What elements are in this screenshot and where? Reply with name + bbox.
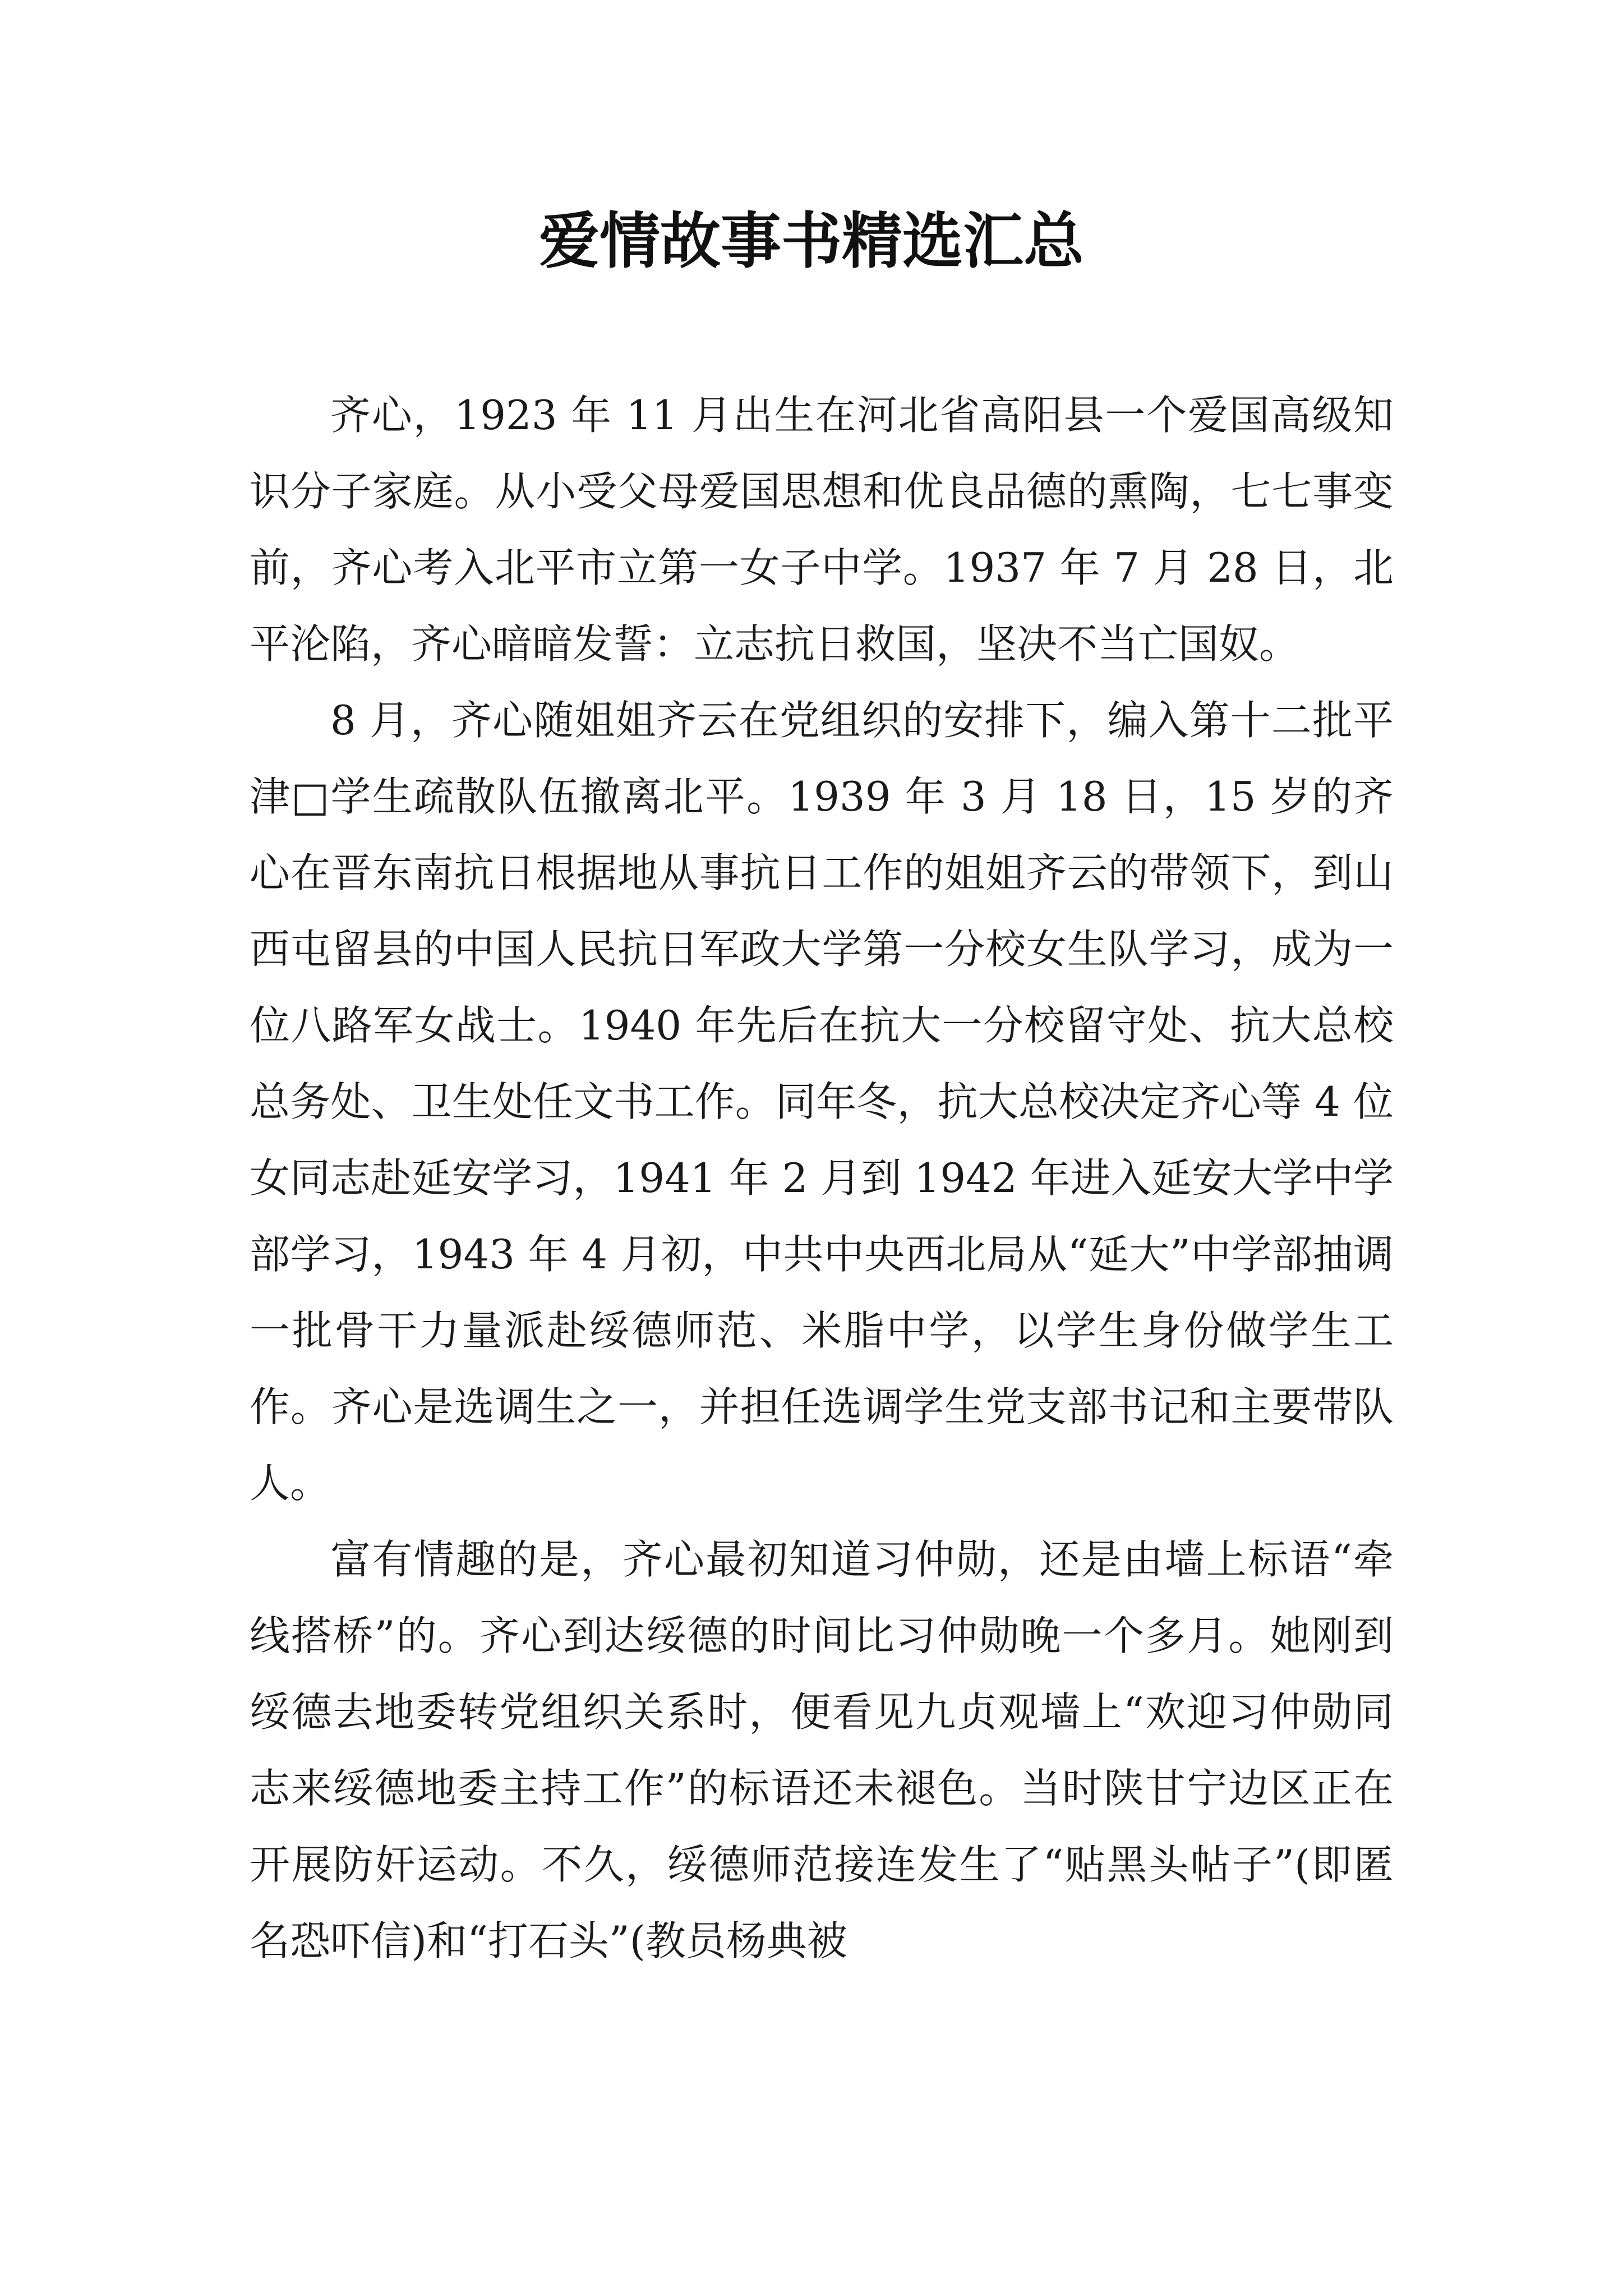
document-body (250, 377, 1394, 1979)
paragraph: 齐心，1923 年 11 月出生在河北省高阳县一个爱国高级知识分子家庭。从小受父母爱国思想和优良品德的熏陶，七七事变前，齐心考入北平市立第一女子中学。1937 年 7 月 28 日，北平沦陷，齐心暗暗发誓：立志抗日救国，坚决不当亡国奴。 (250, 392, 1394, 668)
paragraph: 富有情趣的是，齐心最初知道习仲勋，还是由墙上标语“牵线搭桥”的。齐心到达绥德的时间比习仲勋晚一个多月。她刚到绥德去地委转党组织关系时，便看见九贞观墙上“欢迎习仲勋同志来绥德地委主持工作”的标语还未褪色。当时陕甘宁边区正在开展防奸运动。不久，绥德师范接连发生了“贴黑头帖子”(即匿名恐吓信)和“打石头”(教员杨典被 (250, 1536, 1394, 1964)
document-title: 爱情故事书精选汇总 (538, 206, 1084, 277)
paragraph: 8 月，齐心随姐姐齐云在党组织的安排下，编入第十二批平津□学生疏散队伍撤离北平。1939 年 3 月 18 日，15 岁的齐心在晋东南抗日根据地从事抗日工作的姐姐齐云的带领下，到山西屯留县的中国人民抗日军政大学第一分校女生队学习，成为一位八路军女战士。1940 年先后在抗大一分校留守处、抗大总校总务处、卫生处任文书工作。同年冬，抗大总校决定齐心等 4 位女同志赴延安学习，1941 年 2 月到 1942 年进入延安大学中学部学习，1943 年 4 月初，中共中央西北局从“延大”中学部抽调一批骨干力量派赴绥德师范、米脂中学，以学生身份做学生工作。齐心是选调生之一，并担任选调学生党支部书记和主要带队人。 (250, 697, 1394, 1507)
